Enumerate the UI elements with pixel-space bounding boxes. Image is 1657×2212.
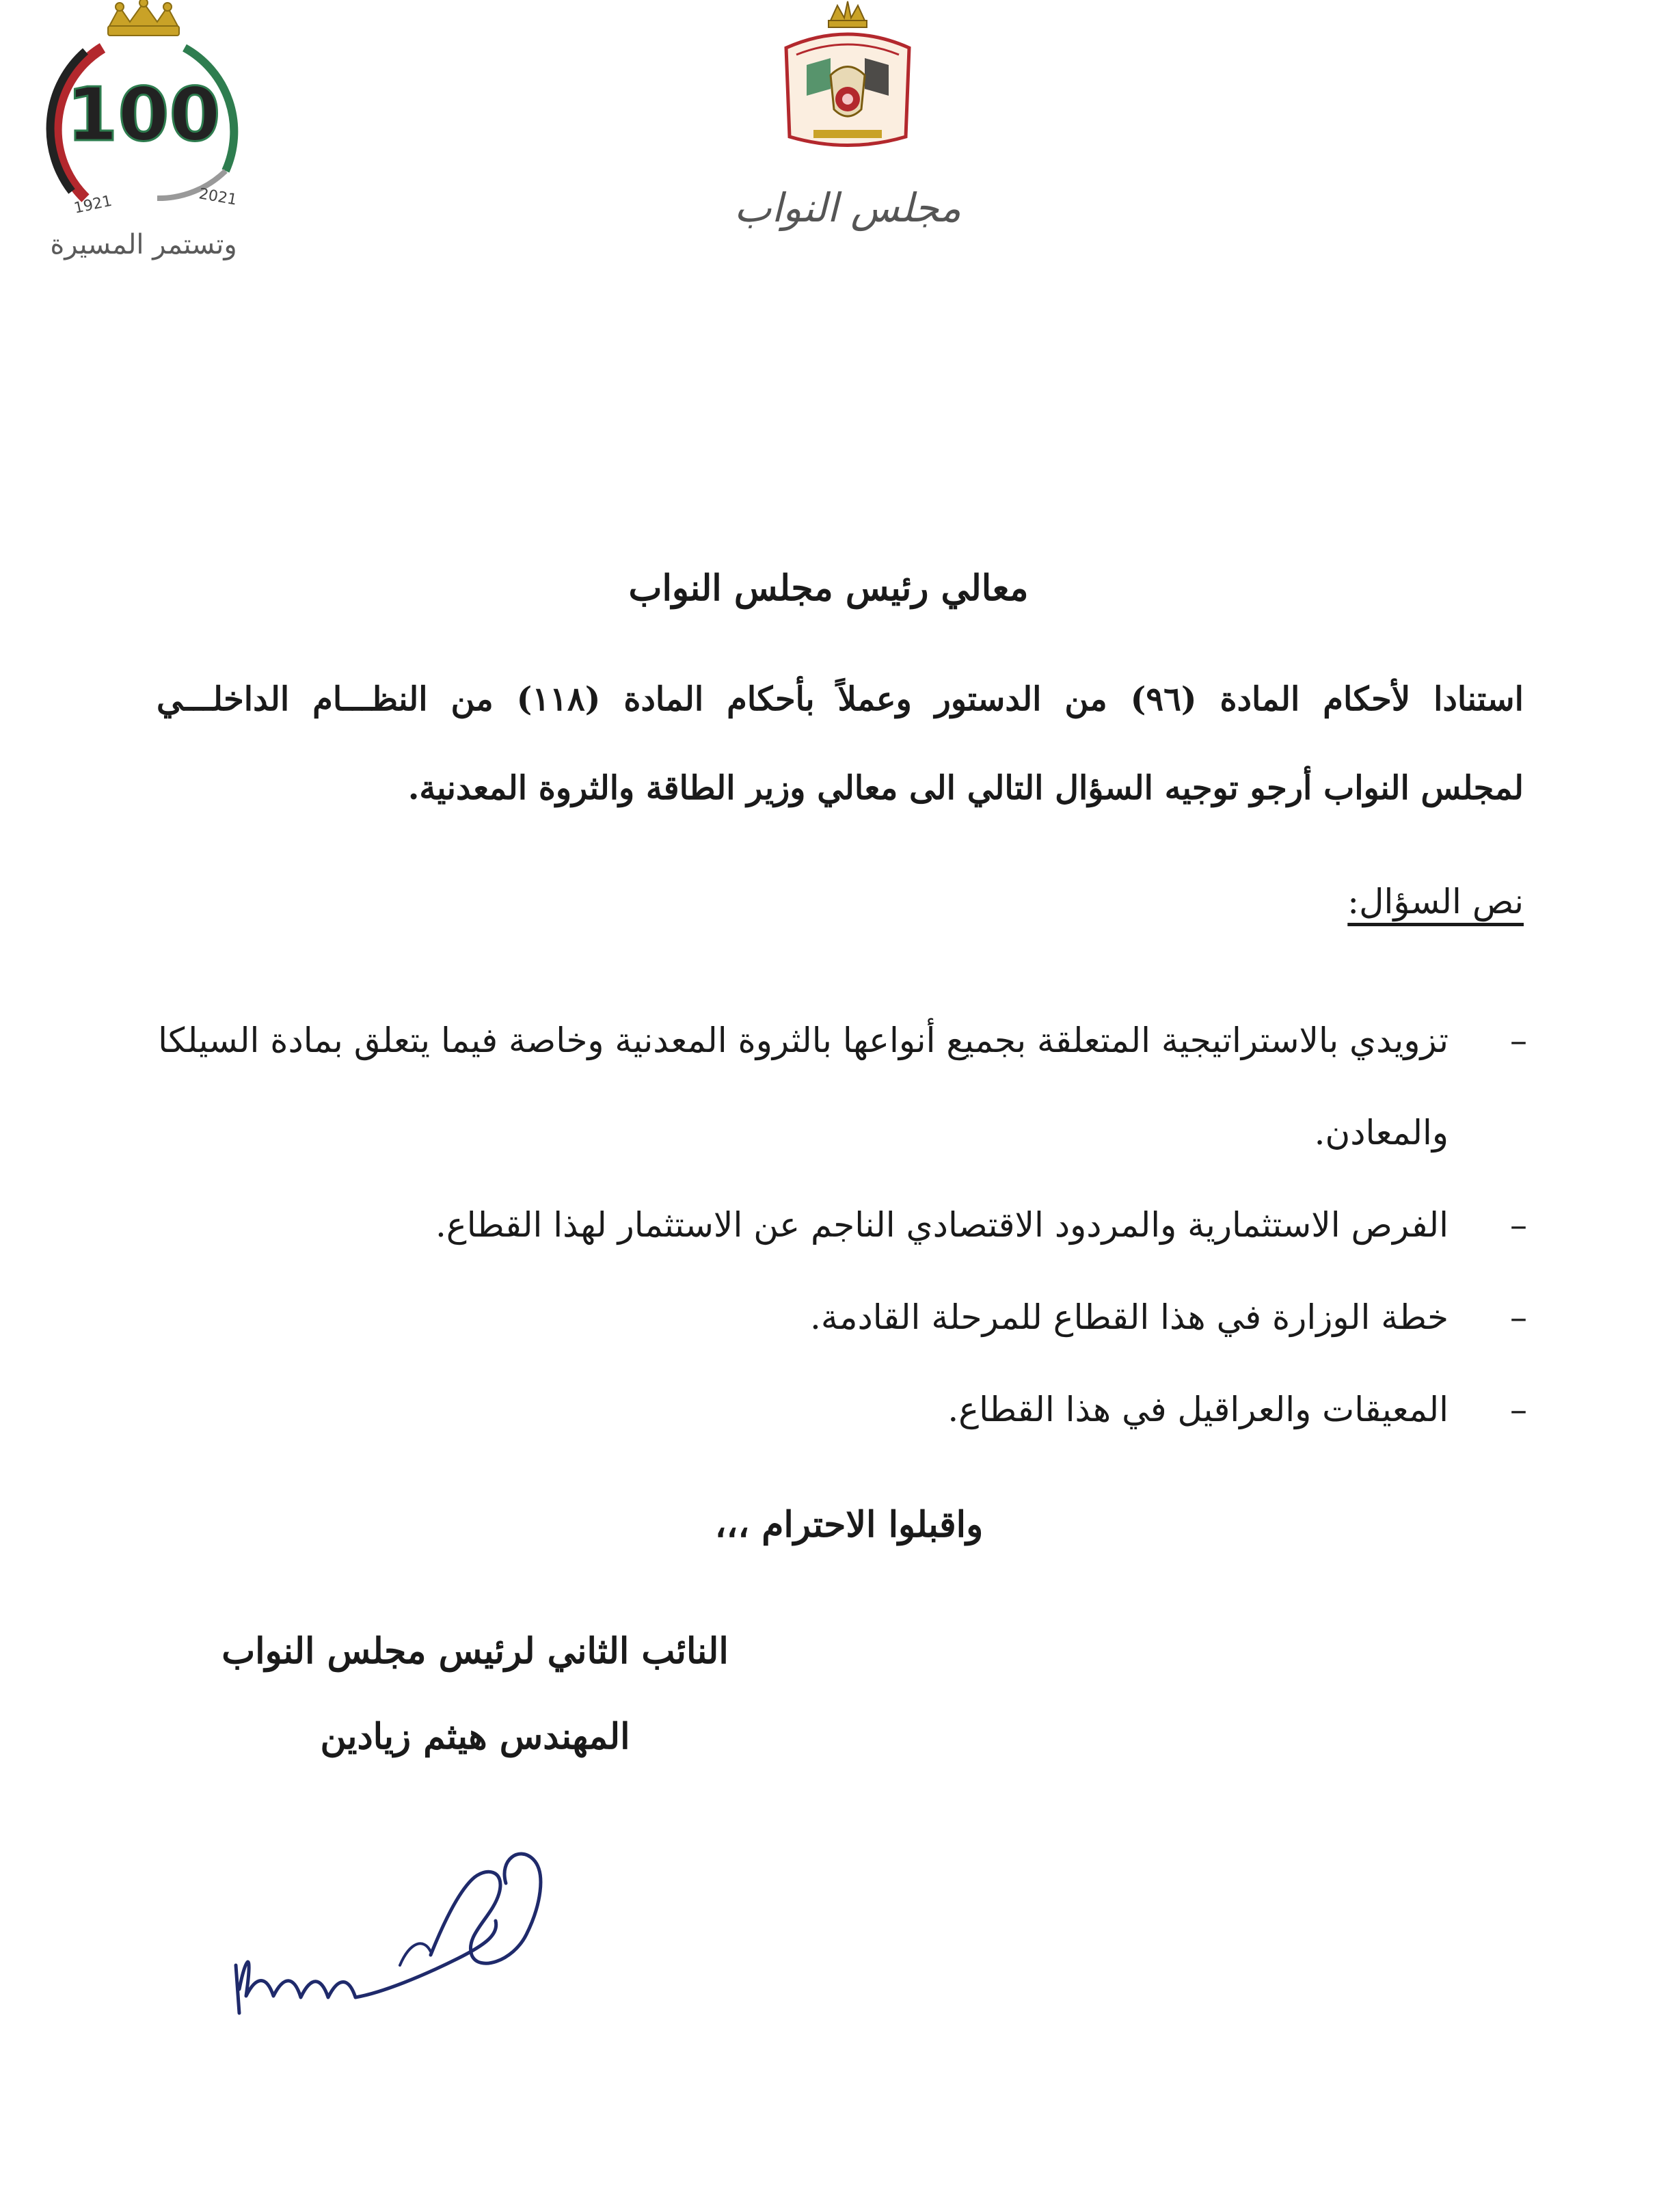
question-heading: نص السؤال: <box>1347 882 1524 921</box>
house-calligraphy: مجلس النواب <box>733 185 962 231</box>
coat-of-arms-icon <box>766 0 930 157</box>
svg-text:100: 100 <box>66 72 221 158</box>
list-item <box>119 1179 1527 1271</box>
question-text: تزويدي بالاستراتيجية المتعلقة بجميع أنواعها بالثروة المعدنية وخاصة فيما يتعلق بمادة السيلكا والمعادن. <box>158 1021 1449 1152</box>
salutation: معالي رئيس مجلس النواب <box>628 567 1029 609</box>
signature-icon <box>226 1818 608 2037</box>
bullet-dash: – <box>1510 1021 1527 1060</box>
closing-line: واقبلوا الاحترام ،،، <box>714 1504 984 1546</box>
coat-of-arms <box>766 0 930 157</box>
centennial-logo <box>21 0 267 273</box>
question-text: الفرص الاستثمارية والمردود الاقتصادي الناجم عن الاستثمار لهذا القطاع. <box>435 1205 1449 1245</box>
bullet-dash: – <box>1510 1390 1527 1429</box>
signatory-title: النائب الثاني لرئيس مجلس النواب <box>221 1630 729 1672</box>
question-list <box>119 995 1527 1456</box>
handwritten-signature <box>226 1818 608 2037</box>
centennial-emblem-icon <box>21 0 267 226</box>
list-item <box>119 1364 1527 1456</box>
svg-text:2021: 2021 <box>197 185 239 209</box>
intro-line-1: استنادا لأحكام المادة (٩٦) من الدستور وعملاً بأحكام المادة (١١٨) من النظـــام الداخلـــي <box>157 680 1524 718</box>
list-item <box>119 995 1527 1179</box>
question-text: خطة الوزارة في هذا القطاع للمرحلة القادمة. <box>810 1297 1449 1337</box>
bullet-dash: – <box>1510 1297 1527 1337</box>
signatory-name: المهندس هيثم زيادين <box>320 1716 630 1757</box>
list-item <box>119 1271 1527 1364</box>
question-text: المعيقات والعراقيل في هذا القطاع. <box>947 1390 1449 1429</box>
svg-text:1921: 1921 <box>72 192 114 217</box>
intro-line-2: لمجلس النواب أرجو توجيه السؤال التالي الى معالي وزير الطاقة والثروة المعدنية. <box>407 769 1524 807</box>
bullet-dash: – <box>1510 1205 1527 1245</box>
centennial-tagline: وتستمر المسيرة <box>50 229 237 260</box>
